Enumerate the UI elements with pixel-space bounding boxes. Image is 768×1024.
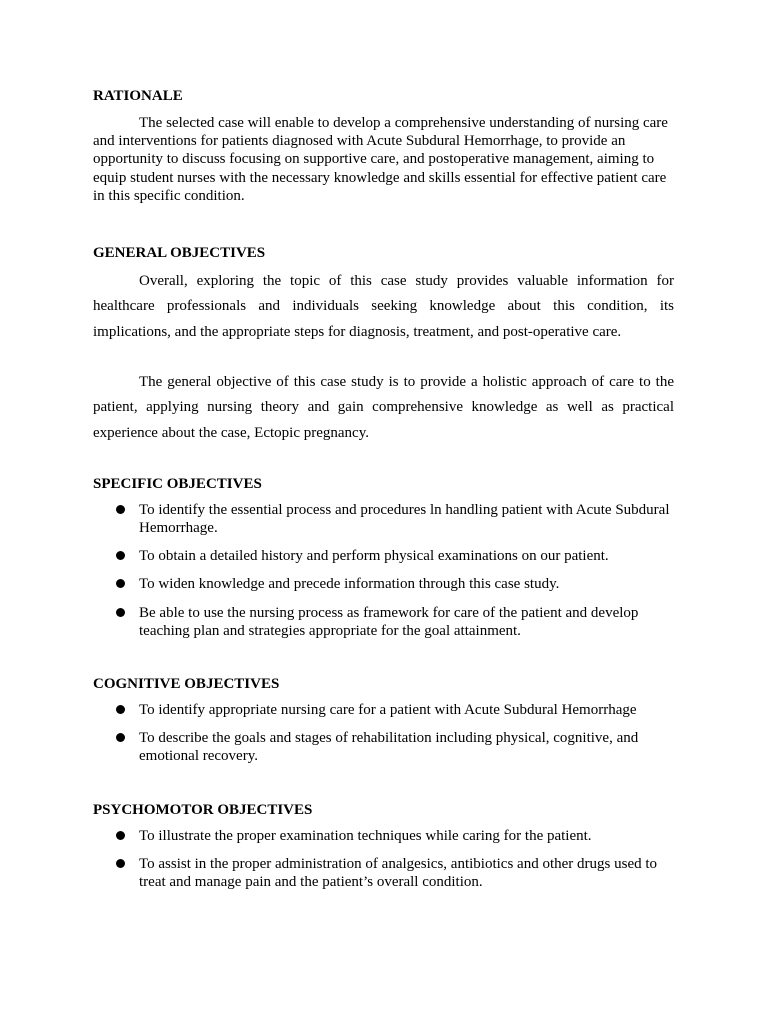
list-item [93,729,674,765]
bullet-icon [116,859,125,868]
cognitive-objectives-list [93,701,674,766]
general-objectives-heading: GENERAL OBJECTIVES [93,245,266,262]
list-item [93,855,674,891]
list-item [93,604,674,640]
list-item-text: To identify appropriate nursing care for a patient with Acute Subdural Hemorrhage [139,702,637,719]
psychomotor-objectives-list [93,827,674,892]
bullet-icon [116,505,125,514]
list-item [93,501,674,537]
rationale-paragraph: The selected case will enable to develop a comprehensive understanding of nursing care and interventions for patients diagnosed with Acute Subdural Hemorrhage, to provide an opportunity to discuss focusing on supportive care, and postoperative management, aiming to equip student nurses with the necessary knowledge and skills essential for effective patient care in this specific condition. [93,115,668,204]
bullet-icon [116,551,125,560]
general-objectives-paragraph-1: Overall, exploring the topic of this case study provides valuable information for healthcare professionals and individuals seeking knowledge about this condition, its implications, and the appropriate steps for diagnosis, treatment, and post-operative care. [93,273,674,340]
list-item [93,547,674,565]
list-item [93,827,674,845]
bullet-icon [116,831,125,840]
list-item-text: To identify the essential process and procedures ln handling patient with Acute Subdural Hemorrhage. [139,501,670,536]
specific-objectives-list [93,501,674,640]
bullet-icon [116,705,125,714]
list-item-text: To obtain a detailed history and perform physical examinations on our patient. [139,548,609,565]
list-item [93,701,674,719]
bullet-icon [116,733,125,742]
list-item-text: To assist in the proper administration of analgesics, antibiotics and other drugs used to treat and manage pain and the patient’s overall condition. [139,855,658,891]
bullet-icon [116,608,125,617]
general-objectives-paragraph-2: The general objective of this case study is to provide a holistic approach of care to the patient, applying nursing theory and gain comprehensive knowledge as well as practical experience about the case, Ectopic pregnancy. [93,373,674,441]
list-item-text: Be able to use the nursing process as framework for care of the patient and develop teaching plan and strategies appropriate for the goal attainment. [139,604,639,639]
specific-objectives-heading: SPECIFIC OBJECTIVES [93,475,262,492]
psychomotor-objectives-heading: PSYCHOMOTOR OBJECTIVES [93,801,313,818]
list-item-text: To widen knowledge and precede information through this case study. [139,576,560,593]
document-page [93,86,674,891]
list-item-text: To describe the goals and stages of rehabilitation including physical, cognitive, and emotional recovery. [139,730,639,765]
cognitive-objectives-heading: COGNITIVE OBJECTIVES [93,676,280,693]
list-item [93,575,674,593]
bullet-icon [116,579,125,588]
list-item-text: To illustrate the proper examination techniques while caring for the patient. [139,827,592,844]
rationale-heading: RATIONALE [93,88,183,104]
